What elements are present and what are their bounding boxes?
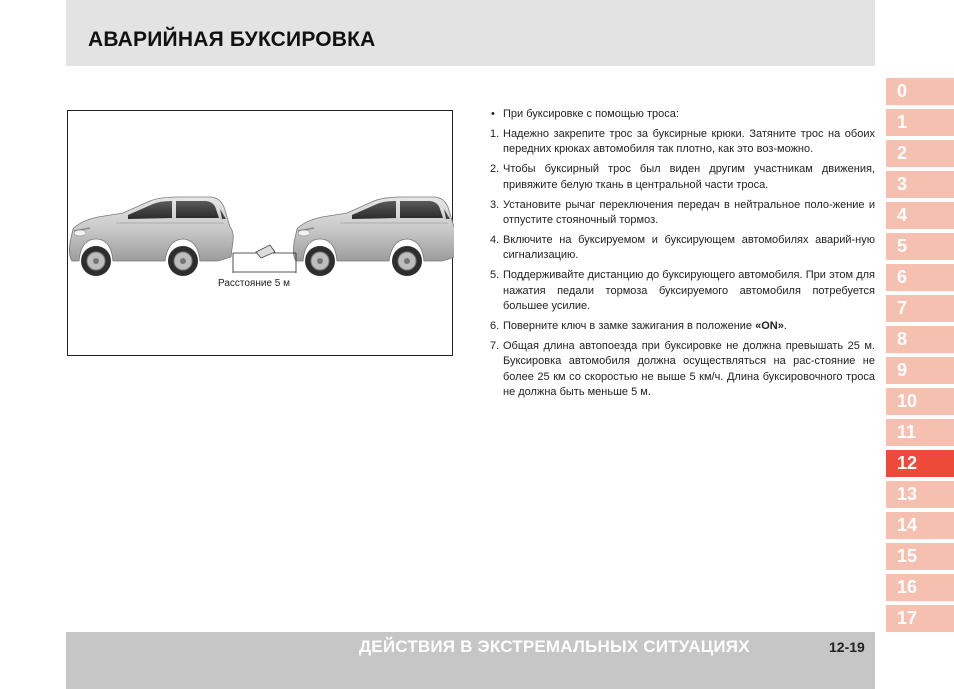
step-text: Установите рычаг переключения передач в нейтральное поло-жение и отпустите стояночный тормоз. (503, 198, 875, 226)
step-text: Чтобы буксирный трос был виден другим участникам движения, привяжите белую ткань в центральной части троса. (503, 163, 875, 191)
step-number: 3. (490, 198, 500, 211)
chapter-tab-9[interactable]: 9 (886, 357, 954, 384)
chapter-tab-16[interactable]: 16 (886, 574, 954, 601)
step-6 (487, 319, 875, 334)
chapter-tab-0[interactable]: 0 (886, 78, 954, 105)
step-3 (487, 198, 875, 229)
step-number: 6. (490, 319, 500, 332)
chapter-tab-12-active[interactable]: 12 (886, 450, 954, 477)
chapter-tab-14[interactable]: 14 (886, 512, 954, 539)
chapter-tab-1[interactable]: 1 (886, 109, 954, 136)
ignition-on-label: «ON» (755, 319, 784, 332)
chapter-tab-11[interactable]: 11 (886, 419, 954, 446)
chapter-tab-10[interactable]: 10 (886, 388, 954, 415)
step-number: 1. (490, 127, 500, 140)
chapter-tab-3[interactable]: 3 (886, 171, 954, 198)
step-number: 5. (490, 269, 500, 282)
step-text: Надежно закрепите трос за буксирные крюки. Затяните трос на обоих передних крюках автомобиля так плотно, как это воз-можно. (503, 127, 875, 156)
towing-diagram (68, 111, 454, 357)
step-7 (487, 339, 875, 401)
chapter-tab-15[interactable]: 15 (886, 543, 954, 570)
chapter-tab-6[interactable]: 6 (886, 264, 954, 291)
distance-caption: Расстояние 5 м (218, 278, 291, 289)
step-1 (487, 127, 875, 158)
chapter-tabs (886, 78, 954, 636)
step-number: 2. (490, 163, 500, 176)
step-2 (487, 162, 875, 193)
page-title: АВАРИЙНАЯ БУКСИРОВКА (88, 28, 376, 51)
step-4 (487, 233, 875, 264)
instructions-block (487, 107, 875, 405)
section-title: ДЕЙСТВИЯ В ЭКСТРЕМАЛЬНЫХ СИТУАЦИЯХ (359, 637, 750, 656)
chapter-tab-5[interactable]: 5 (886, 233, 954, 260)
step-text: Поверните ключ в замке зажигания в положение (503, 319, 756, 332)
step-text: Поддерживайте дистанцию до буксирующего автомобиля. При этом для нажатия педали тормоза буксируемого автомобиля потребуется большее усилие. (503, 269, 875, 312)
page-header (66, 0, 875, 66)
step-number: 4. (490, 233, 500, 246)
page-number: 12-19 (829, 639, 865, 655)
step-5 (487, 268, 875, 314)
chapter-tab-4[interactable]: 4 (886, 202, 954, 229)
bullet-text: При буксировке с помощью троса: (503, 108, 679, 120)
chapter-tab-7[interactable]: 7 (886, 295, 954, 322)
bullet-icon: • (491, 108, 495, 120)
chapter-tab-13[interactable]: 13 (886, 481, 954, 508)
intro-bullet (487, 107, 875, 122)
towing-illustration (67, 110, 453, 356)
step-text: Общая длина автопоезда при буксировке не должна превышать 25 м. Буксировка автомобиля должна осуществляться на рас-стояние не более 25 км со скоростью не выше 5 км/ч. Длина буксировочного троса не должна быть меньше 5 м. (503, 339, 875, 398)
step-number: 7. (490, 339, 500, 352)
chapter-tab-17[interactable]: 17 (886, 605, 954, 632)
page-footer (66, 632, 875, 689)
step-text: Включите на буксируемом и буксирующем автомобилях аварий-ную сигнализацию. (503, 233, 875, 262)
chapter-tab-8[interactable]: 8 (886, 326, 954, 353)
step-text-end: . (783, 319, 787, 332)
chapter-tab-2[interactable]: 2 (886, 140, 954, 167)
